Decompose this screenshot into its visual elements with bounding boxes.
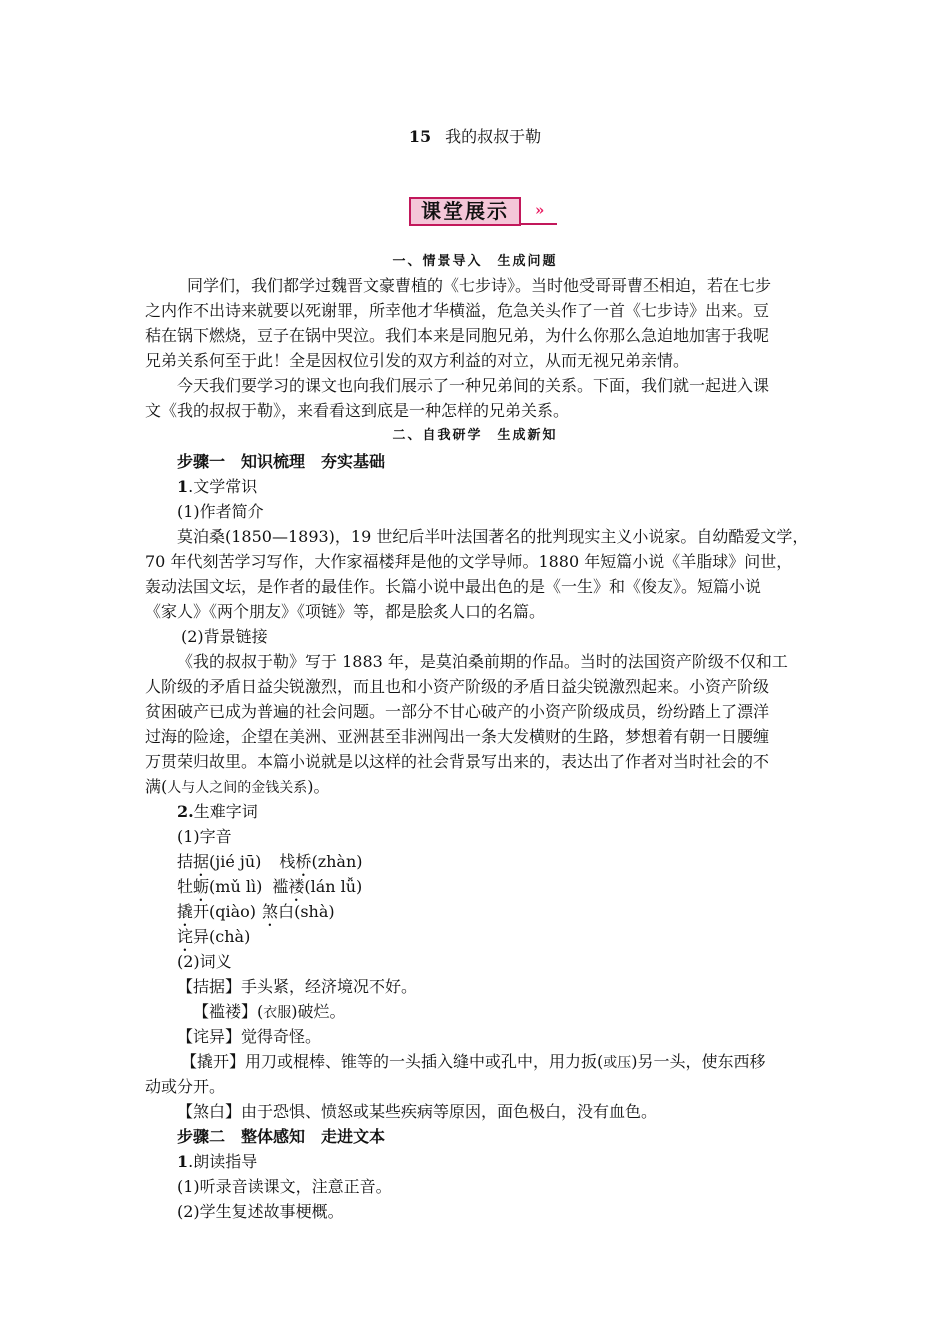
background-line: 《我的叔叔于勒》写于 1883 年，是莫泊桑前期的作品。当时的法国资产阶级不仅和工 (177, 652, 788, 671)
lesson-title: 我的叔叔于勒 (445, 127, 542, 146)
words-heading: 2.生难字词 (177, 802, 258, 821)
pronunciation-row: 诧异(chà) (177, 927, 251, 946)
intro-line: 今天我们要学习的课文也向我们展示了一种兄弟间的关系。下面，我们就一起进入课 (177, 376, 770, 395)
reading-heading: 1.朗读指导 (177, 1152, 258, 1171)
reading-item: (1)听录音读课文，注意正音。 (177, 1177, 392, 1196)
intro-line: 之内作不出诗来就要以死谢罪，所幸他才华横溢，危急关头作了一首《七步诗》出来。豆 (145, 301, 770, 320)
background-line: 满(人与人之间的金钱关系)。 (145, 777, 330, 796)
background-line: 万贯荣归故里。本篇小说就是以这样的社会背景写出来的，表达出了作者对当时社会的不 (145, 752, 770, 771)
author-heading: (1)作者简介 (177, 502, 264, 521)
literature-heading: 1.文学常识 (177, 477, 258, 496)
section-banner (409, 197, 557, 230)
step-two-heading: 步骤二 整体感知 走进文本 (177, 1127, 386, 1146)
author-line: 70 年代刻苦学习写作，大作家福楼拜是他的文学导师。1880 年短篇小说《羊脂球》问世， (145, 552, 793, 571)
meaning-entry: 【煞白】由于恐惧、愤怒或某些疾病等原因，面色极白，没有血色。 (177, 1102, 658, 1121)
meaning-entry: 【诧异】觉得奇怪。 (177, 1027, 322, 1046)
step-one-heading: 步骤一 知识梳理 夯实基础 (177, 452, 386, 471)
intro-line: 兄弟关系何至于此！全是因权位引发的双方利益的对立，从而无视兄弟亲情。 (145, 351, 690, 370)
background-line: 人阶级的矛盾日益尖锐激烈，而且也和小资产阶级的矛盾日益尖锐激烈起来。小资产阶级 (145, 677, 770, 696)
background-line: 过海的险途，企望在美洲、亚洲甚至非洲闯出一条大发横财的生路，梦想着有朝一日腰缠 (145, 727, 770, 746)
pronunciation-row: 牡蛎(mǔ lì) 褴褛(lán lǚ) (177, 877, 363, 896)
intro-line: 文《我的叔叔于勒》，来看看这到底是一种怎样的兄弟关系。 (145, 401, 570, 420)
author-line: 莫泊桑(1850—1893)，19 世纪后半叶法国著名的批判现实主义小说家。自幼酷爱文学， (177, 527, 809, 546)
background-heading: (2)背景链接 (181, 627, 268, 646)
meaning-entry: 【褴褛】(衣服)破烂。 (193, 1002, 346, 1021)
meaning-heading: (2)词义 (177, 952, 232, 971)
banner-label: 课堂展示 (409, 197, 521, 226)
pronunciation-row: 拮据(jié jū) 栈桥(zhàn) (177, 852, 363, 871)
page-title (0, 127, 950, 147)
section-heading-2: 二、自我研学 生成新知 (392, 428, 558, 443)
meaning-entry: 【撬开】用刀或棍棒、锥等的一头插入缝中或孔中，用力扳(或压)另一头，使东西移 (181, 1052, 766, 1071)
section-heading-1: 一、情景导入 生成问题 (392, 254, 558, 269)
double-arrow-icon: » (535, 201, 545, 219)
meaning-entry: 【拮据】手头紧，经济境况不好。 (177, 977, 418, 996)
intro-line: 秸在锅下燃烧，豆子在锅中哭泣。我们本来是同胞兄弟，为什么你那么急迫地加害于我呢 (145, 326, 770, 345)
pronunciation-row: 撬开(qiào) 煞白(shà) (177, 902, 335, 921)
intro-line: 同学们，我们都学过魏晋文豪曹植的《七步诗》。当时他受哥哥曹丕相迫，若在七步 (187, 276, 772, 295)
lesson-number: 15 (408, 127, 432, 146)
background-line: 贫困破产已成为普遍的社会问题。一部分不甘心破产的小资产阶级成员，纷纷踏上了漂洋 (145, 702, 770, 721)
author-line: 《家人》《两个朋友》《项链》等，都是脍炙人口的名篇。 (145, 602, 546, 621)
author-line: 轰动法国文坛，是作者的最佳作。长篇小说中最出色的是《一生》和《俊友》。短篇小说 (145, 577, 762, 596)
meaning-entry: 动或分开。 (145, 1077, 226, 1096)
pronunciation-heading: (1)字音 (177, 827, 232, 846)
banner-rule (521, 223, 557, 225)
reading-item: (2)学生复述故事梗概。 (177, 1202, 344, 1221)
